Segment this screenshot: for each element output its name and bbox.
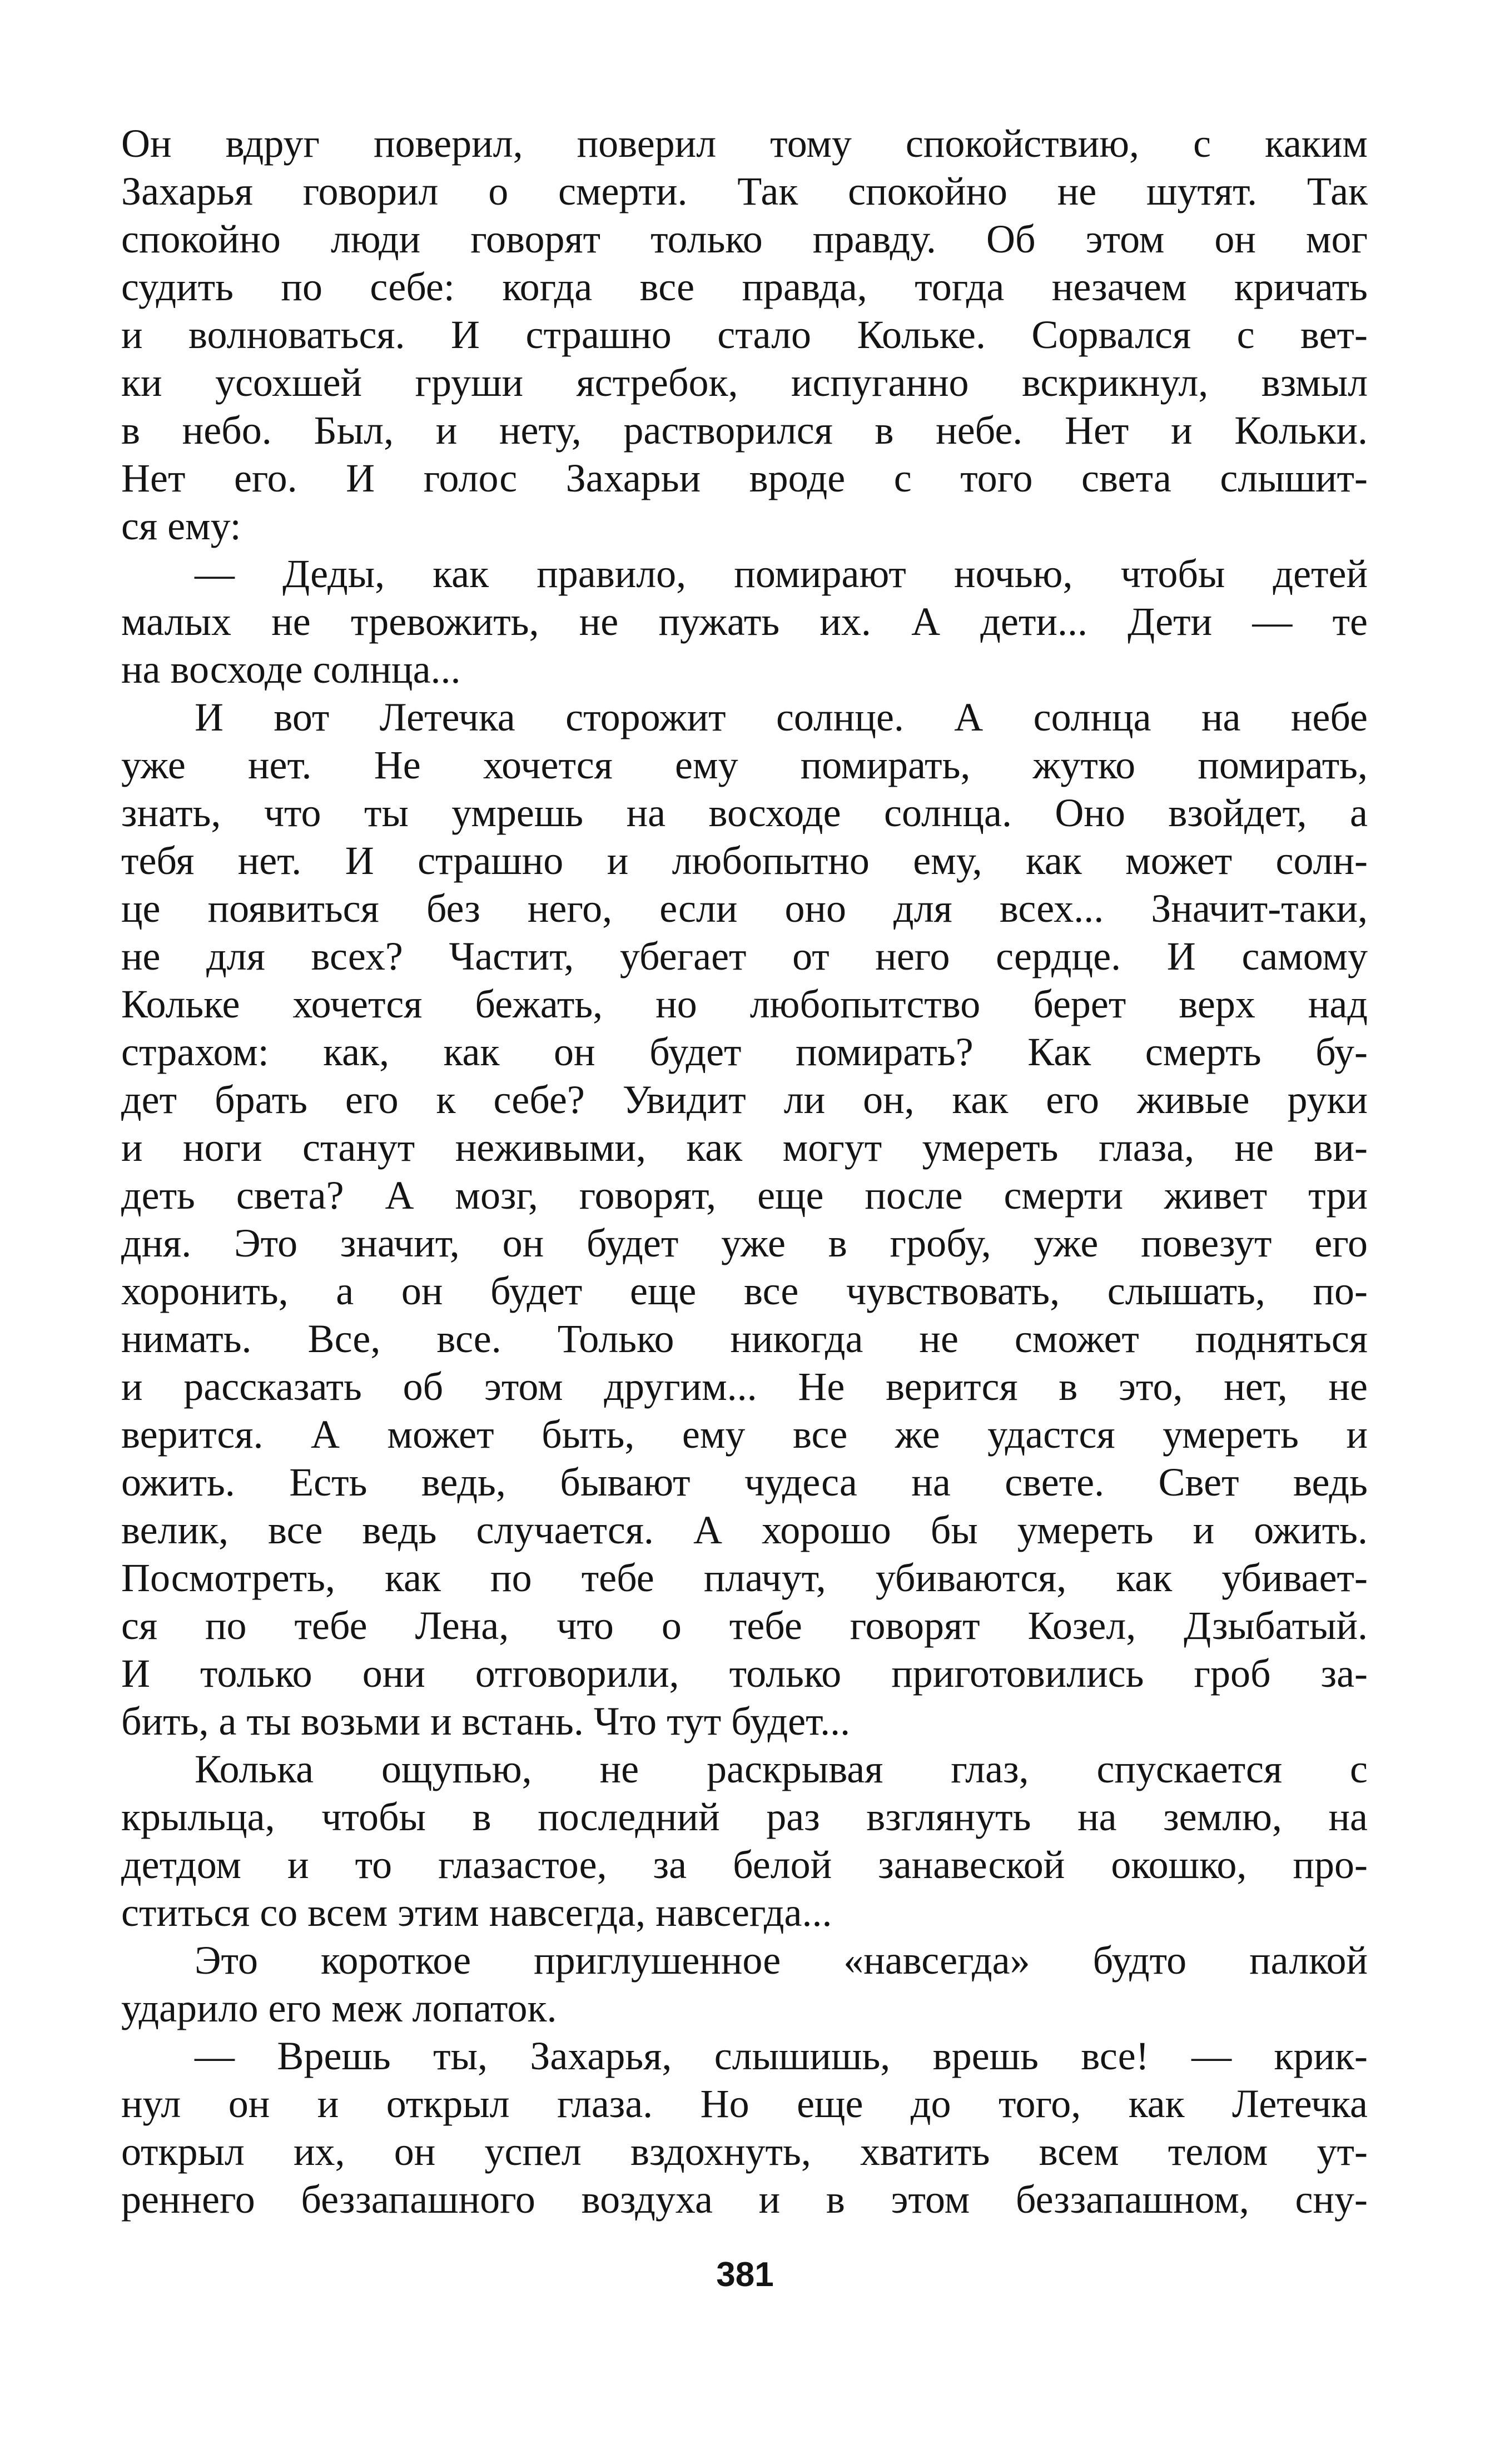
text-line: И только они отговорили, только приготовились гроб за- xyxy=(121,1651,1368,1696)
text-line: крыльца, чтобы в последний раз взглянуть на землю, на xyxy=(121,1795,1368,1839)
text-line: в небо. Был, и нету, растворился в небе. Нет и Кольки. xyxy=(121,408,1368,453)
text-line: дня. Это значит, он будет уже в гробу, уже повезут его xyxy=(121,1221,1368,1265)
text-line: нул он и открыл глаза. Но еще до того, как Летечка xyxy=(121,2082,1368,2126)
text-line: малых не тревожить, не пужать их. А дети... Дети — те xyxy=(121,599,1368,644)
text-line: Колька ощупью, не раскрывая глаз, спускается с xyxy=(195,1747,1368,1791)
text-line: хоронить, а он будет еще все чувствовать, слышать, по- xyxy=(121,1269,1368,1313)
text-line: детдом и то глазастое, за белой занавеской окошко, про- xyxy=(121,1842,1368,1887)
text-line: бить, а ты возьми и встань. Что тут будет... xyxy=(121,1699,851,1743)
text-line: ститься со всем этим навсегда, навсегда... xyxy=(121,1890,832,1935)
text-line: тебя нет. И страшно и любопытно ему, как может солн- xyxy=(121,838,1368,883)
text-line: И вот Летечка сторожит солнце. А солнца на небе xyxy=(195,695,1368,739)
text-line: деть света? А мозг, говорят, еще после смерти живет три xyxy=(121,1173,1368,1218)
text-line: ся по тебе Лена, что о тебе говорят Козел, Дзыбатый. xyxy=(121,1603,1368,1648)
text-line: не для всех? Частит, убегает от него сердце. И самому xyxy=(121,934,1368,978)
text-line: ся ему: xyxy=(121,504,241,548)
text-line: — Деды, как правило, помирают ночью, чтобы детей xyxy=(195,552,1368,596)
text-line: Нет его. И голос Захарьи вроде с того света слышит- xyxy=(121,456,1368,500)
text-line: и волноваться. И страшно стало Кольке. Сорвался с вет- xyxy=(121,312,1368,357)
text-line: верится. А может быть, ему все же удастся умереть и xyxy=(121,1412,1368,1457)
text-line: Захарья говорил о смерти. Так спокойно не шутят. Так xyxy=(121,169,1368,213)
text-line: Он вдруг поверил, поверил тому спокойствию, с каким xyxy=(121,121,1368,166)
text-line: и ноги станут неживыми, как могут умереть глаза, не ви- xyxy=(121,1125,1368,1170)
page-number: 381 xyxy=(716,2256,774,2294)
text-line: Это короткое приглушенное «навсегда» будто палкой xyxy=(195,1938,1368,1983)
text-line: ударило его меж лопаток. xyxy=(121,1986,557,2030)
text-line: — Врешь ты, Захарья, слышишь, врешь все! — крик- xyxy=(195,2034,1368,2078)
text-line: спокойно люди говорят только правду. Об этом он мог xyxy=(121,217,1368,261)
text-line: страхом: как, как он будет помирать? Как смерть бу- xyxy=(121,1030,1368,1074)
text-line: судить по себе: когда все правда, тогда незачем кричать xyxy=(121,265,1368,309)
text-line: це появиться без него, если оно для всех... Значит-таки, xyxy=(121,886,1368,931)
text-line: ки усохшей груши ястребок, испуганно вскрикнул, взмыл xyxy=(121,360,1368,405)
text-line: уже нет. Не хочется ему помирать, жутко помирать, xyxy=(121,743,1368,787)
text-line: на восходе солнца... xyxy=(121,647,461,692)
text-line: Посмотреть, как по тебе плачут, убиваются, как убивает- xyxy=(121,1556,1368,1600)
text-line: нимать. Все, все. Только никогда не сможет подняться xyxy=(121,1317,1368,1361)
text-line: велик, все ведь случается. А хорошо бы умереть и ожить. xyxy=(121,1508,1368,1552)
text-line: реннего беззапашного воздуха и в этом беззапашном, сну- xyxy=(121,2177,1368,2222)
body-text xyxy=(121,120,1368,2223)
text-line: ожить. Есть ведь, бывают чудеса на свете. Свет ведь xyxy=(121,1460,1368,1504)
text-line: дет брать его к себе? Увидит ли он, как его живые руки xyxy=(121,1077,1368,1122)
text-line: знать, что ты умрешь на восходе солнца. Оно взойдет, а xyxy=(121,791,1368,835)
text-line: Кольке хочется бежать, но любопытство берет верх над xyxy=(121,982,1368,1026)
text-line: открыл их, он успел вздохнуть, хватить всем телом ут- xyxy=(121,2129,1368,2174)
text-line: и рассказать об этом другим... Не верится в это, нет, не xyxy=(121,1364,1368,1409)
